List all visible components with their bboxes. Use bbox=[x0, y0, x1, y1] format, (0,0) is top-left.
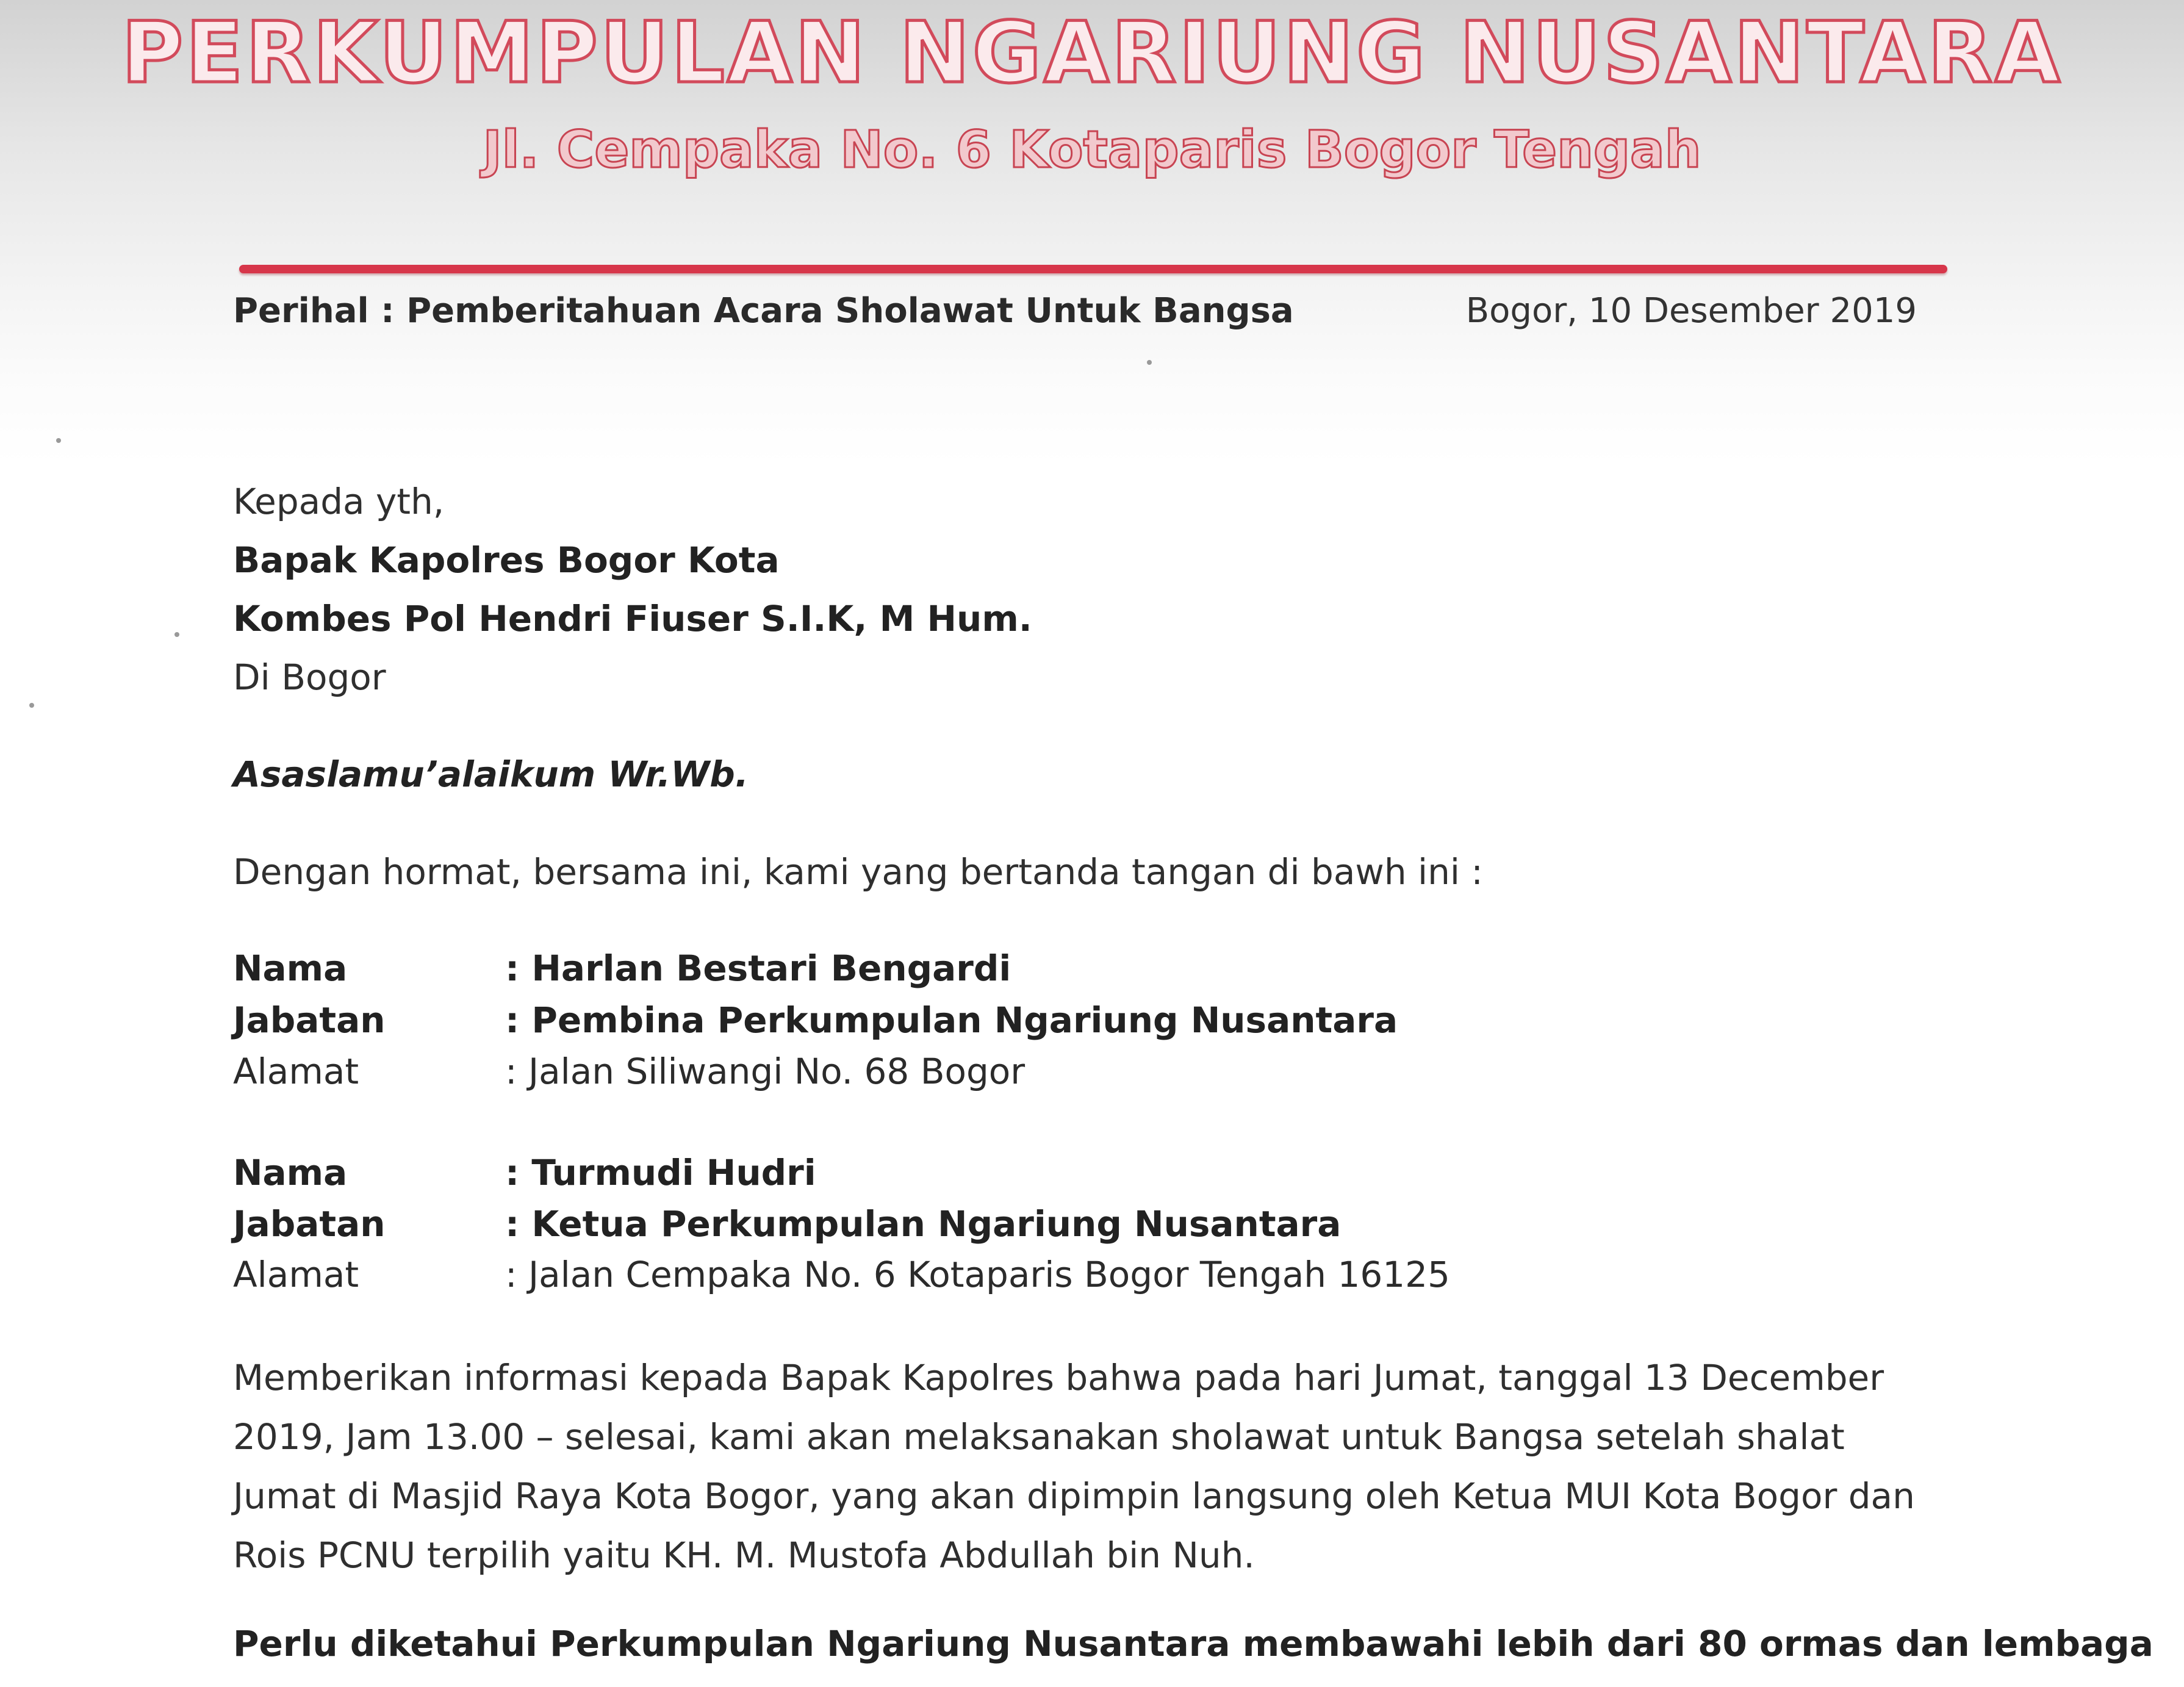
signatory-2-position-label: Jabatan bbox=[233, 1203, 386, 1245]
subject-row bbox=[233, 287, 1917, 336]
recipient-title: Bapak Kapolres Bogor Kota bbox=[233, 539, 780, 581]
subject-line: Perihal : Pemberitahuan Acara Sholawat Untuk Bangsa bbox=[233, 291, 1294, 331]
recipient-name: Kombes Pol Hendri Fiuser S.I.K, M Hum. bbox=[233, 598, 1032, 639]
signatory-2-name: : Turmudi Hudri bbox=[505, 1152, 816, 1193]
recipient-salutation: Kepada yth, bbox=[233, 481, 445, 522]
scan-speck bbox=[1147, 360, 1152, 365]
signatory-1-name-label: Nama bbox=[233, 948, 348, 989]
body-paragraph-2: Perlu diketahui Perkumpulan Ngariung Nusantara membawahi lebih dari 80 ormas dan lembaga bbox=[233, 1623, 2153, 1664]
greeting: Asaslamu’alaikum Wr.Wb. bbox=[233, 754, 749, 795]
scan-speck bbox=[29, 703, 34, 708]
signatory-2-address-label: Alamat bbox=[233, 1254, 359, 1295]
letterhead-divider bbox=[239, 265, 1947, 273]
recipient-location: Di Bogor bbox=[233, 656, 386, 698]
scan-speck bbox=[174, 632, 179, 637]
letter-date: Bogor, 10 Desember 2019 bbox=[1465, 291, 1917, 331]
signatory-1-address: : Jalan Siliwangi No. 68 Bogor bbox=[505, 1051, 1026, 1092]
signatory-1-position-label: Jabatan bbox=[233, 999, 386, 1041]
letterhead-address: Jl. Cempaka No. 6 Kotaparis Bogor Tengah bbox=[483, 120, 1701, 179]
letterhead-organization-name: PERKUMPULAN NGARIUNG NUSANTARA bbox=[121, 4, 2063, 102]
signatory-2-address: : Jalan Cempaka No. 6 Kotaparis Bogor Tengah 16125 bbox=[505, 1254, 1450, 1295]
signatory-2-name-label: Nama bbox=[233, 1152, 348, 1193]
body-paragraph-1: Memberikan informasi kepada Bapak Kapolres bahwa pada hari Jumat, tanggal 13 December 2019, Jam 13.00 – selesai, kami akan melaksanakan sholawat untuk Bangsa setelah shalat Jumat di Masjid Raya Kota Bogor, yang akan dipimpin langsung oleh Ketua MUI Kota Bogor dan Rois PCNU terpilih yaitu KH. M. Mustofa Abdullah bin Nuh. bbox=[233, 1357, 1915, 1576]
signatory-1-position: : Pembina Perkumpulan Ngariung Nusantara bbox=[505, 999, 1398, 1041]
scan-speck bbox=[56, 438, 61, 443]
opening-line: Dengan hormat, bersama ini, kami yang bertanda tangan di bawh ini : bbox=[233, 851, 1483, 893]
signatory-1-address-label: Alamat bbox=[233, 1051, 359, 1092]
signatory-2-position: : Ketua Perkumpulan Ngariung Nusantara bbox=[505, 1203, 1342, 1245]
signatory-1-name: : Harlan Bestari Bengardi bbox=[505, 948, 1011, 989]
